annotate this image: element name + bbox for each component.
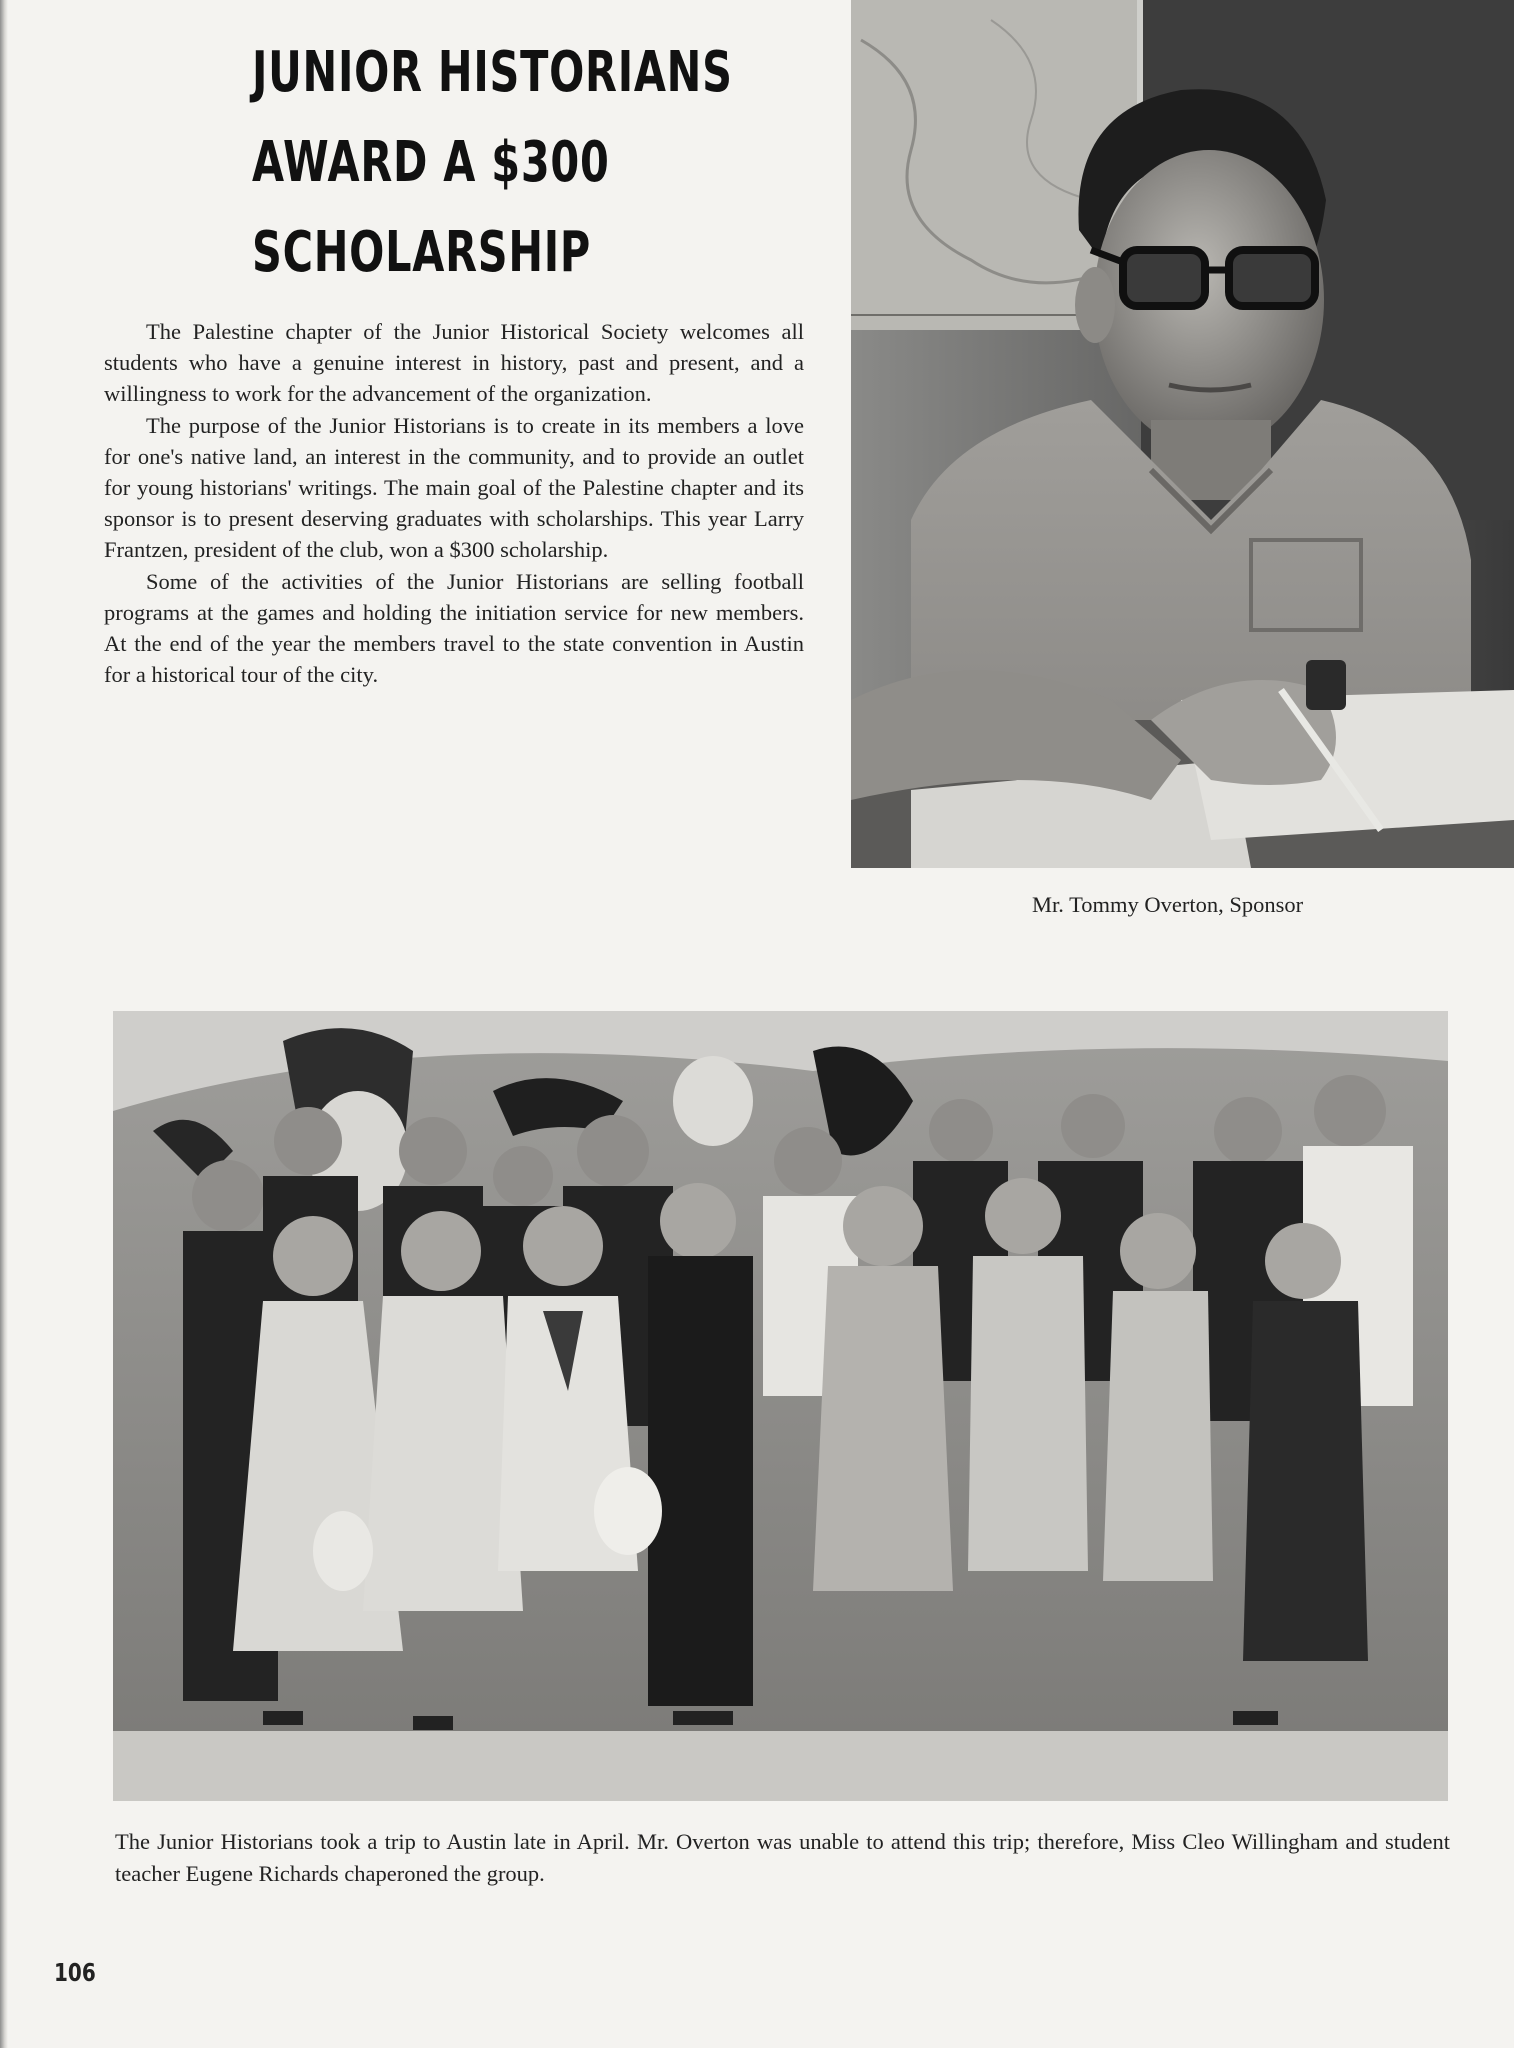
- article-paragraph-2: The purpose of the Junior Historians is to create in its members a love for one's native land, an interest in the community, and to provide an outlet for young historians' writings. The main goal of the Palestine chapter and its sponsor is to present deserving graduates with scholarships. This year Larry Frantzen, president of the club, won a $300 scholarship.: [104, 412, 804, 563]
- article-paragraph-3: Some of the activities of the Junior Historians are selling football programs at the games and holding the initiation service for new members. At the end of the year the members travel to the state convention in Austin for a historical tour of the city.: [104, 568, 804, 688]
- article-paragraph-1: The Palestine chapter of the Junior Historical Society welcomes all students who have a genuine interest in history, past and present, and a willingness to work for the advancement of the organization.: [104, 319, 804, 407]
- headline-line-3: SCHOLARSHIP: [252, 220, 592, 285]
- group-photo-image: [113, 1011, 1448, 1801]
- sponsor-photo: [851, 0, 1514, 868]
- sponsor-photo-image: [851, 0, 1514, 868]
- page-number: 106: [54, 1958, 96, 1987]
- headline: [252, 28, 733, 298]
- group-photo: [113, 1011, 1448, 1801]
- article-body: [104, 316, 804, 690]
- group-caption: The Junior Historians took a trip to Austin late in April. Mr. Overton was unable to attend this trip; therefore, Miss Cleo Willingham and student teacher Eugene Richards chaperoned the group.: [115, 1829, 1450, 1886]
- headline-line-1: JUNIOR HISTORIANS: [252, 40, 733, 105]
- headline-line-2: AWARD A $300: [252, 130, 610, 195]
- page-edge: [0, 0, 8, 2048]
- sponsor-caption: Mr. Tommy Overton, Sponsor: [1032, 892, 1304, 917]
